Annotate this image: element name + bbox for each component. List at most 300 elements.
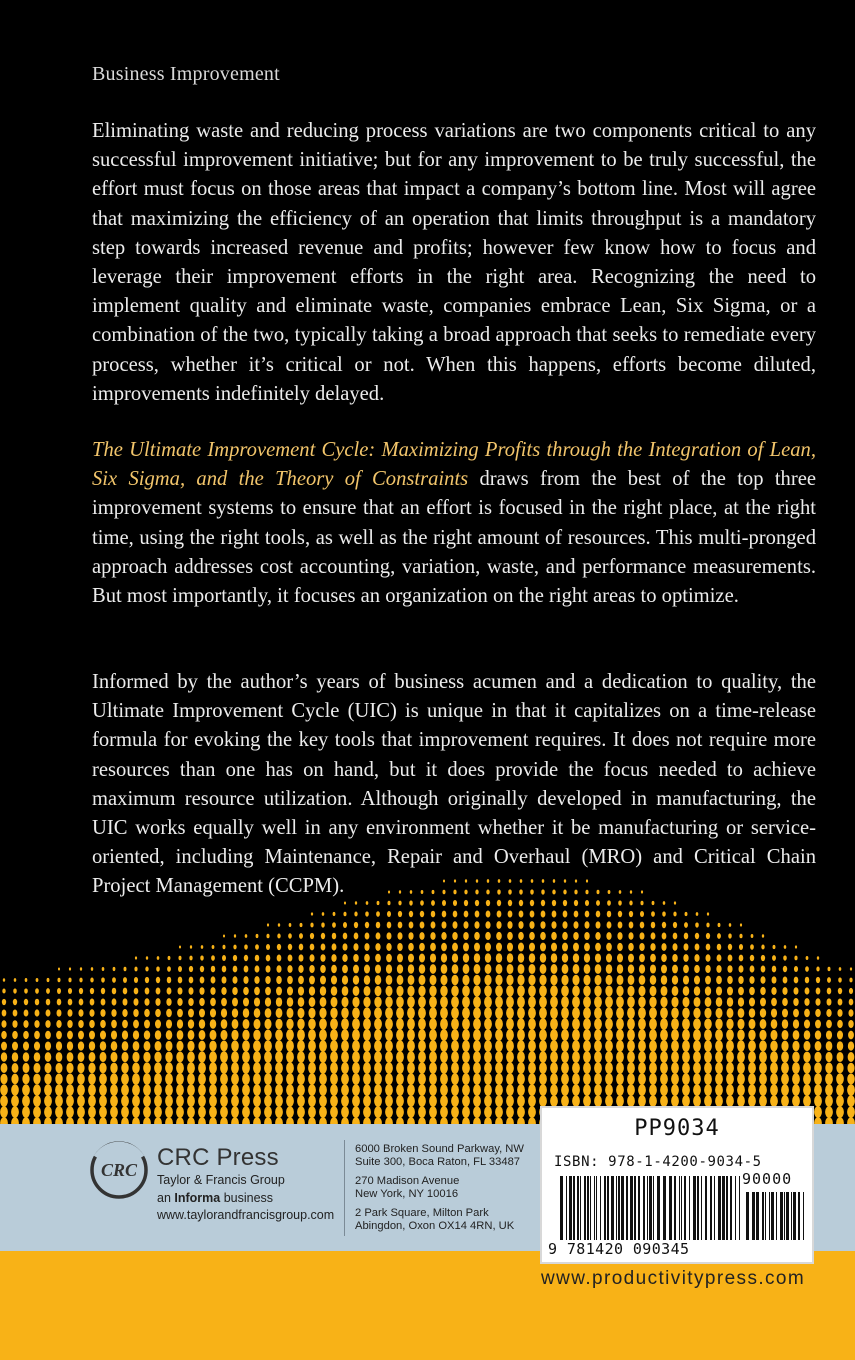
barcode-bar — [577, 1176, 579, 1240]
halftone-dot — [154, 1084, 162, 1096]
halftone-dot — [298, 997, 305, 1007]
halftone-dot — [496, 964, 503, 974]
halftone-dot — [726, 1051, 734, 1063]
halftone-dot — [616, 1007, 624, 1019]
halftone-dot — [264, 1019, 271, 1029]
halftone-dot — [266, 934, 269, 939]
halftone-dot — [803, 1052, 810, 1063]
business-suffix: business — [220, 1191, 274, 1205]
halftone-dot — [253, 1095, 261, 1107]
halftone-dot — [89, 1041, 95, 1050]
halftone-dot — [792, 1073, 800, 1085]
halftone-dot — [341, 997, 348, 1007]
halftone-dot — [99, 1073, 107, 1084]
halftone-dot — [232, 987, 237, 995]
halftone-dot — [155, 1009, 161, 1017]
halftone-dot — [364, 975, 370, 984]
halftone-dot — [33, 1106, 41, 1118]
halftone-dot — [650, 964, 656, 973]
halftone-dot — [683, 975, 689, 984]
halftone-dot — [540, 921, 545, 929]
halftone-dot — [495, 1040, 503, 1052]
halftone-dot — [584, 932, 589, 940]
halftone-dot — [673, 922, 677, 928]
halftone-dot — [429, 1073, 437, 1085]
halftone-dot — [165, 1084, 173, 1096]
halftone-dot — [814, 1073, 822, 1085]
halftone-dot — [407, 996, 415, 1007]
halftone-dot — [297, 1040, 305, 1052]
halftone-dot — [12, 1020, 17, 1028]
halftone-dot — [429, 1051, 437, 1063]
halftone-dot — [661, 943, 666, 951]
halftone-dot — [695, 922, 699, 927]
halftone-dot — [66, 1106, 74, 1118]
halftone-dot — [761, 966, 766, 973]
halftone-dot — [374, 1051, 382, 1063]
halftone-dot — [495, 1095, 503, 1107]
halftone-dot — [374, 1106, 382, 1118]
halftone-dot — [188, 998, 193, 1006]
halftone-dot — [759, 1062, 767, 1074]
halftone-dot — [518, 964, 525, 974]
halftone-dot — [365, 911, 369, 916]
halftone-dot — [572, 1029, 580, 1041]
barcode-bar — [681, 1176, 682, 1240]
halftone-dot — [441, 964, 448, 974]
halftone-dot — [286, 1051, 294, 1063]
halftone-dot — [220, 1062, 228, 1074]
barcode-bar — [798, 1192, 800, 1240]
halftone-dot — [177, 998, 182, 1006]
halftone-dot — [760, 987, 766, 995]
address-line: 2 Park Square, Milton Park — [355, 1207, 489, 1219]
halftone-dot — [660, 1040, 668, 1052]
halftone-dot — [243, 998, 249, 1007]
halftone-dot — [462, 1051, 470, 1063]
halftone-dot — [473, 1084, 481, 1096]
halftone-dot — [69, 967, 71, 970]
halftone-dot — [121, 1063, 128, 1074]
halftone-dot — [462, 1007, 470, 1019]
halftone-dot — [583, 1007, 591, 1019]
halftone-dot — [495, 1106, 503, 1118]
halftone-dot — [45, 1052, 52, 1062]
halftone-dot — [178, 977, 183, 984]
halftone-dot — [817, 956, 819, 960]
halftone-dot — [353, 986, 360, 996]
halftone-dot — [363, 1007, 371, 1018]
halftone-dot — [366, 901, 369, 905]
halftone-dot — [693, 1073, 701, 1085]
halftone-dot — [101, 988, 105, 994]
halftone-dot — [671, 1040, 679, 1052]
halftone-dot — [740, 923, 742, 926]
halftone-dot — [628, 943, 634, 951]
halftone-dot — [396, 986, 403, 997]
halftone-dot — [352, 1084, 360, 1096]
halftone-dot — [57, 1009, 62, 1016]
halftone-dot — [639, 975, 646, 985]
halftone-dot — [804, 1020, 810, 1029]
halftone-dot — [264, 1084, 272, 1096]
halftone-dot — [440, 1095, 448, 1107]
halftone-dot — [484, 975, 491, 986]
halftone-dot — [187, 1084, 195, 1096]
halftone-dot — [693, 1029, 701, 1041]
halftone-dot — [55, 1074, 62, 1085]
barcode-bar — [604, 1176, 606, 1240]
halftone-dot — [759, 1040, 767, 1051]
halftone-dot — [198, 1095, 206, 1107]
halftone-dot — [319, 1029, 327, 1041]
barcode-bar — [580, 1176, 581, 1240]
halftone-dot — [649, 1040, 657, 1052]
halftone-dot — [396, 1073, 404, 1085]
halftone-dot — [46, 1009, 51, 1016]
halftone-dot — [374, 1007, 382, 1018]
halftone-dot — [550, 1062, 558, 1074]
halftone-dot — [528, 1040, 536, 1052]
halftone-dot — [418, 1084, 426, 1096]
halftone-dot — [605, 1007, 613, 1019]
halftone-dot — [133, 998, 138, 1005]
halftone-dot — [485, 953, 491, 962]
halftone-dot — [825, 1084, 833, 1096]
halftone-dot — [561, 1007, 569, 1019]
halftone-dot — [550, 1084, 558, 1096]
halftone-dot — [805, 966, 809, 972]
halftone-dot — [529, 964, 536, 974]
halftone-dot — [770, 1051, 778, 1063]
halftone-dot — [77, 1073, 85, 1084]
halftone-dot — [165, 1106, 173, 1118]
halftone-dot — [539, 975, 546, 986]
halftone-dot — [14, 978, 17, 982]
halftone-dot — [836, 1073, 844, 1084]
halftone-dot — [341, 1073, 349, 1085]
halftone-dot — [232, 1008, 238, 1017]
halftone-dot — [781, 1073, 789, 1085]
halftone-dot — [793, 1009, 799, 1018]
halftone-dot — [287, 976, 293, 984]
halftone-dot — [375, 954, 381, 962]
halftone-dot — [716, 965, 721, 973]
halftone-dot — [364, 943, 369, 951]
halftone-dot — [749, 998, 755, 1007]
halftone-dot — [429, 1040, 437, 1052]
halftone-dot — [144, 1009, 150, 1017]
halftone-dot — [473, 1062, 481, 1074]
halftone-dot — [418, 1073, 426, 1085]
halftone-dot — [264, 1029, 272, 1040]
halftone-dot — [750, 965, 755, 972]
halftone-dot — [453, 911, 458, 918]
halftone-dot — [627, 1040, 635, 1052]
halftone-dot — [605, 1040, 613, 1052]
halftone-dot — [275, 1040, 283, 1052]
barcode-bar — [762, 1192, 764, 1240]
halftone-dot — [837, 1009, 842, 1017]
halftone-dot — [188, 1009, 194, 1018]
halftone-dot — [792, 1051, 800, 1062]
halftone-dot — [651, 911, 655, 917]
barcode-bar — [647, 1176, 648, 1240]
halftone-dot — [407, 986, 414, 997]
halftone-dot — [286, 1040, 294, 1052]
halftone-dot — [374, 1095, 382, 1107]
halftone-dot — [473, 1029, 481, 1041]
halftone-dot — [660, 997, 667, 1008]
halftone-dot — [704, 1018, 712, 1029]
halftone-dot — [55, 1106, 63, 1118]
halftone-dot — [209, 1041, 216, 1052]
halftone-dot — [90, 999, 95, 1006]
publisher-name: CRC Press — [157, 1144, 279, 1171]
halftone-dot — [848, 1052, 855, 1062]
halftone-dot — [143, 1106, 151, 1118]
halftone-dot — [408, 943, 414, 951]
barcode-bar — [765, 1192, 766, 1240]
halftone-dot — [176, 1106, 184, 1118]
halftone-dot — [430, 943, 436, 951]
halftone-dot — [222, 966, 227, 973]
halftone-dot — [133, 1030, 139, 1039]
halftone-dot — [67, 1031, 73, 1040]
halftone-dot — [220, 1106, 228, 1118]
barcode-bar — [626, 1176, 628, 1240]
halftone-dot — [519, 910, 524, 917]
halftone-dot — [649, 1062, 657, 1074]
halftone-dot — [89, 1009, 94, 1017]
halftone-dot — [816, 988, 821, 995]
halftone-dot — [287, 965, 292, 973]
halftone-dot — [749, 1019, 756, 1029]
halftone-dot — [836, 1084, 844, 1096]
product-code: PP9034 — [634, 1116, 720, 1141]
halftone-dot — [551, 964, 558, 974]
halftone-dot — [803, 1073, 811, 1085]
halftone-dot — [385, 1095, 393, 1107]
halftone-dot — [816, 967, 819, 972]
barcode-bar — [726, 1176, 728, 1240]
halftone-dot — [178, 956, 181, 960]
barcode-bar — [600, 1176, 601, 1240]
barcode-bar — [643, 1176, 645, 1240]
halftone-dot — [287, 1008, 294, 1018]
halftone-dot — [311, 912, 313, 915]
halftone-dot — [396, 1095, 404, 1107]
halftone-dot — [55, 1084, 63, 1096]
halftone-dot — [322, 912, 325, 916]
halftone-dot — [309, 965, 314, 973]
halftone-dot — [77, 1106, 85, 1118]
halftone-dot — [682, 1062, 690, 1074]
halftone-dot — [495, 1018, 503, 1030]
halftone-dot — [528, 1062, 536, 1074]
halftone-dot — [157, 956, 160, 960]
barcode-bar — [621, 1176, 624, 1240]
halftone-dot — [353, 943, 358, 951]
halftone-dot — [782, 1030, 789, 1040]
halftone-dot — [606, 953, 612, 962]
halftone-dot — [605, 1084, 613, 1096]
halftone-dot — [805, 977, 809, 984]
halftone-dot — [814, 1106, 822, 1118]
halftone-dot — [341, 1018, 349, 1030]
halftone-dot — [166, 1041, 173, 1051]
halftone-dot — [375, 986, 382, 996]
halftone-dot — [44, 1074, 51, 1085]
halftone-dot — [22, 1106, 30, 1118]
halftone-dot — [540, 932, 546, 940]
halftone-dot — [132, 1084, 140, 1096]
halftone-dot — [255, 955, 259, 962]
halftone-dot — [440, 1018, 448, 1030]
halftone-dot — [463, 932, 469, 940]
barcode-bar — [560, 1176, 563, 1240]
halftone-dot — [717, 944, 722, 951]
barcode-bar — [693, 1176, 696, 1240]
halftone-dot — [66, 1063, 73, 1073]
halftone-dot — [200, 955, 204, 960]
halftone-dot — [738, 976, 743, 984]
halftone-dot — [783, 966, 787, 972]
halftone-dot — [550, 1018, 558, 1030]
halftone-dot — [77, 1063, 84, 1074]
halftone-dot — [475, 911, 480, 918]
halftone-dot — [0, 1106, 8, 1118]
halftone-dot — [783, 955, 787, 960]
halftone-dot — [551, 921, 556, 929]
halftone-dot — [254, 987, 260, 995]
halftone-dot — [452, 953, 458, 962]
halftone-dot — [210, 1009, 216, 1018]
halftone-dot — [717, 954, 722, 961]
halftone-dot — [330, 1084, 338, 1096]
halftone-dot — [506, 1018, 514, 1030]
halftone-dot — [386, 975, 393, 985]
halftone-dot — [517, 975, 524, 986]
halftone-dot — [826, 1020, 832, 1029]
halftone-dot — [539, 1084, 547, 1096]
halftone-dot — [176, 1073, 184, 1085]
halftone-dot — [376, 932, 381, 939]
halftone-dot — [166, 1019, 172, 1028]
halftone-dot — [287, 997, 293, 1007]
halftone-dot — [396, 1040, 404, 1052]
halftone-dot — [321, 943, 326, 950]
halftone-dot — [484, 1106, 492, 1118]
halftone-dot — [462, 1018, 470, 1030]
halftone-dot — [275, 1084, 283, 1096]
publisher-website[interactable]: www.taylorandfrancisgroup.com — [157, 1208, 335, 1222]
halftone-dot — [627, 1029, 635, 1041]
halftone-dot — [552, 911, 557, 918]
halftone-dot — [1, 1031, 7, 1039]
halftone-dot — [386, 964, 392, 973]
halftone-dot — [88, 1063, 95, 1074]
halftone-dot — [198, 1073, 206, 1085]
halftone-dot — [506, 975, 513, 986]
halftone-dot — [122, 1009, 127, 1017]
halftone-dot — [639, 964, 645, 973]
halftone-dot — [242, 1073, 250, 1085]
halftone-dot — [56, 1041, 62, 1050]
halftone-dot — [385, 1084, 393, 1096]
halftone-dot — [319, 1084, 327, 1096]
halftone-dot — [199, 987, 204, 995]
halftone-dot — [693, 1084, 701, 1096]
halftone-dot — [330, 1040, 338, 1052]
halftone-dot — [265, 1008, 272, 1018]
halftone-dot — [683, 965, 689, 973]
halftone-dot — [737, 1019, 744, 1029]
halftone-dot — [199, 1019, 205, 1028]
halftone-dot — [144, 998, 149, 1006]
halftone-dot — [572, 1007, 580, 1019]
halftone-dot — [682, 1040, 690, 1052]
halftone-dot — [143, 1084, 151, 1096]
halftone-dot — [649, 1018, 657, 1030]
halftone-dot — [374, 1062, 382, 1074]
halftone-dot — [738, 987, 744, 996]
halftone-dot — [133, 1020, 139, 1029]
halftone-dot — [112, 988, 116, 995]
halftone-dot — [154, 1106, 162, 1118]
barcode-bar — [756, 1192, 759, 1240]
halftone-dot — [408, 964, 414, 973]
halftone-dot — [816, 977, 820, 983]
halftone-dot — [739, 944, 743, 950]
halftone-dot — [408, 954, 414, 963]
publisher-group: Taylor & Francis Group — [157, 1173, 285, 1187]
halftone-dot — [585, 911, 590, 918]
halftone-dot — [342, 986, 349, 996]
barcode-bar — [663, 1176, 666, 1240]
halftone-dot — [440, 1084, 448, 1096]
halftone-dot — [793, 1019, 799, 1028]
halftone-dot — [594, 986, 601, 997]
halftone-dot — [561, 1051, 569, 1063]
barcode-bar — [710, 1176, 712, 1240]
halftone-dot — [760, 1019, 767, 1029]
halftone-dot — [275, 1106, 283, 1118]
halftone-dot — [474, 921, 479, 929]
halftone-dot — [495, 1029, 503, 1041]
halftone-dot — [694, 954, 699, 962]
halftone-dot — [264, 1062, 272, 1074]
halftone-dot — [407, 1029, 415, 1041]
halftone-dot — [827, 988, 832, 995]
halftone-dot — [68, 978, 71, 983]
halftone-dot — [308, 1095, 316, 1107]
halftone-dot — [674, 901, 676, 904]
halftone-dot — [319, 1095, 327, 1107]
halftone-dot — [618, 921, 623, 928]
halftone-dot — [650, 975, 657, 985]
productivity-press-website[interactable]: www.productivitypress.com — [541, 1268, 806, 1289]
halftone-dot — [638, 1007, 646, 1019]
halftone-dot — [256, 934, 259, 938]
halftone-dot — [737, 1040, 745, 1052]
halftone-dot — [166, 1030, 173, 1040]
halftone-dot — [770, 1041, 777, 1052]
halftone-dot — [628, 932, 633, 940]
halftone-dot — [528, 1051, 536, 1063]
halftone-dot — [276, 965, 281, 973]
halftone-dot — [751, 934, 754, 938]
